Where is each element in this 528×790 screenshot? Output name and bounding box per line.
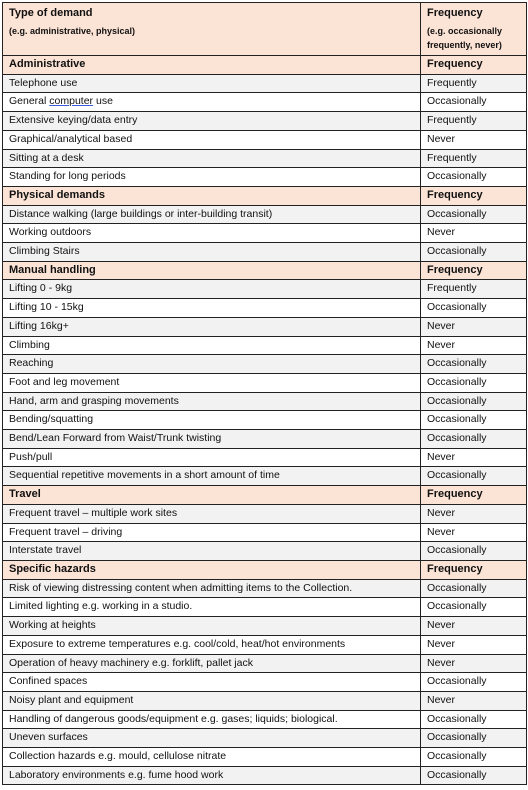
demand-cell: Push/pull	[3, 448, 421, 467]
demand-cell: Exposure to extreme temperatures e.g. cool/cold, heat/hot environments	[3, 635, 421, 654]
section-title: Specific hazards	[3, 560, 421, 579]
frequency-cell: Occasionally	[421, 766, 527, 785]
section-title: Manual handling	[3, 261, 421, 280]
table-row	[3, 112, 527, 131]
demand-cell: Noisy plant and equipment	[3, 691, 421, 710]
demand-cell: Limited lighting e.g. working in a studio.	[3, 598, 421, 617]
demand-cell: Working at heights	[3, 617, 421, 636]
frequency-cell: Frequently	[421, 280, 527, 299]
demand-cell	[3, 93, 421, 112]
table-row	[3, 654, 527, 673]
frequency-cell: Never	[421, 130, 527, 149]
table-row	[3, 93, 527, 112]
frequency-cell: Occasionally	[421, 168, 527, 187]
frequency-cell: Occasionally	[421, 392, 527, 411]
frequency-cell: Occasionally	[421, 411, 527, 430]
header-col2-subtitle: (e.g. occasionally frequently, never)	[427, 26, 503, 50]
table-row	[3, 317, 527, 336]
demand-cell: Extensive keying/data entry	[3, 112, 421, 131]
frequency-cell: Never	[421, 523, 527, 542]
frequency-cell: Occasionally	[421, 373, 527, 392]
table-row	[3, 74, 527, 93]
demand-cell: Confined spaces	[3, 673, 421, 692]
table-row	[3, 504, 527, 523]
table-row	[3, 748, 527, 767]
header-frequency	[421, 3, 527, 56]
section-frequency-label: Frequency	[421, 560, 527, 579]
frequency-cell: Occasionally	[421, 93, 527, 112]
table-row	[3, 168, 527, 187]
table-row	[3, 766, 527, 785]
table-row	[3, 523, 527, 542]
table-row	[3, 635, 527, 654]
frequency-cell: Occasionally	[421, 205, 527, 224]
header-type-of-demand	[3, 3, 421, 56]
demand-cell: Laboratory environments e.g. fume hood work	[3, 766, 421, 785]
demand-cell: Climbing	[3, 336, 421, 355]
section-frequency-label: Frequency	[421, 186, 527, 205]
table-row	[3, 299, 527, 318]
frequency-cell: Frequently	[421, 74, 527, 93]
table-row	[3, 243, 527, 262]
demand-cell: Collection hazards e.g. mould, cellulose nitrate	[3, 748, 421, 767]
header-col2-title: Frequency	[427, 7, 483, 19]
frequency-cell: Never	[421, 336, 527, 355]
table-row	[3, 411, 527, 430]
table-header-row	[3, 3, 527, 56]
demand-cell: Sitting at a desk	[3, 149, 421, 168]
header-col1-title: Type of demand	[9, 7, 93, 19]
frequency-cell: Never	[421, 317, 527, 336]
table-row	[3, 224, 527, 243]
table-row	[3, 430, 527, 449]
demand-cell: Bend/Lean Forward from Waist/Trunk twisting	[3, 430, 421, 449]
header-col1-subtitle: (e.g. administrative, physical)	[9, 26, 136, 36]
section-title: Travel	[3, 486, 421, 505]
demand-cell: Standing for long periods	[3, 168, 421, 187]
table-row	[3, 542, 527, 561]
table-row	[3, 448, 527, 467]
frequency-cell: Never	[421, 635, 527, 654]
frequency-cell: Frequently	[421, 112, 527, 131]
frequency-cell: Occasionally	[421, 598, 527, 617]
demand-cell: Risk of viewing distressing content when admitting items to the Collection.	[3, 579, 421, 598]
demand-cell: Lifting 0 - 9kg	[3, 280, 421, 299]
demand-cell: Sequential repetitive movements in a short amount of time	[3, 467, 421, 486]
demand-text-underlined: computer	[49, 95, 94, 108]
demand-cell: Operation of heavy machinery e.g. forklift, pallet jack	[3, 654, 421, 673]
demand-cell: Foot and leg movement	[3, 373, 421, 392]
section-title: Physical demands	[3, 186, 421, 205]
frequency-cell: Occasionally	[421, 430, 527, 449]
frequency-cell: Never	[421, 617, 527, 636]
demand-cell: Lifting 16kg+	[3, 317, 421, 336]
demand-cell: Uneven surfaces	[3, 729, 421, 748]
frequency-cell: Frequently	[421, 149, 527, 168]
table-row	[3, 467, 527, 486]
demand-cell: Handling of dangerous goods/equipment e.g. gases; liquids; biological.	[3, 710, 421, 729]
demand-text: use	[93, 95, 113, 108]
section-header-row	[3, 56, 527, 75]
demands-table-body	[3, 3, 527, 785]
demand-text: General	[9, 95, 50, 108]
frequency-cell: Never	[421, 448, 527, 467]
demand-cell: Hand, arm and grasping movements	[3, 392, 421, 411]
table-row	[3, 280, 527, 299]
frequency-cell: Occasionally	[421, 299, 527, 318]
table-row	[3, 205, 527, 224]
section-frequency-label: Frequency	[421, 486, 527, 505]
demand-cell: Frequent travel – driving	[3, 523, 421, 542]
table-row	[3, 392, 527, 411]
table-row	[3, 579, 527, 598]
frequency-cell: Never	[421, 224, 527, 243]
table-row	[3, 673, 527, 692]
frequency-cell: Occasionally	[421, 710, 527, 729]
table-row	[3, 729, 527, 748]
section-title: Administrative	[3, 56, 421, 75]
demand-cell: Telephone use	[3, 74, 421, 93]
table-row	[3, 130, 527, 149]
section-header-row	[3, 261, 527, 280]
frequency-cell: Occasionally	[421, 542, 527, 561]
section-frequency-label: Frequency	[421, 56, 527, 75]
section-header-row	[3, 186, 527, 205]
frequency-cell: Occasionally	[421, 243, 527, 262]
demands-table	[2, 2, 527, 785]
frequency-cell: Never	[421, 504, 527, 523]
frequency-cell: Occasionally	[421, 748, 527, 767]
table-row	[3, 149, 527, 168]
section-frequency-label: Frequency	[421, 261, 527, 280]
demand-cell: Interstate travel	[3, 542, 421, 561]
demand-cell: Working outdoors	[3, 224, 421, 243]
demand-cell: Graphical/analytical based	[3, 130, 421, 149]
frequency-cell: Occasionally	[421, 579, 527, 598]
frequency-cell: Never	[421, 691, 527, 710]
table-row	[3, 617, 527, 636]
frequency-cell: Occasionally	[421, 355, 527, 374]
table-row	[3, 598, 527, 617]
demand-cell: Bending/squatting	[3, 411, 421, 430]
demand-cell: Frequent travel – multiple work sites	[3, 504, 421, 523]
table-row	[3, 355, 527, 374]
demand-cell: Distance walking (large buildings or inter-building transit)	[3, 205, 421, 224]
frequency-cell: Occasionally	[421, 467, 527, 486]
table-row	[3, 710, 527, 729]
section-header-row	[3, 486, 527, 505]
section-header-row	[3, 560, 527, 579]
demand-cell: Lifting 10 - 15kg	[3, 299, 421, 318]
frequency-cell: Never	[421, 654, 527, 673]
demand-cell: Reaching	[3, 355, 421, 374]
demand-cell: Climbing Stairs	[3, 243, 421, 262]
frequency-cell: Occasionally	[421, 729, 527, 748]
frequency-cell: Occasionally	[421, 673, 527, 692]
table-row	[3, 373, 527, 392]
table-row	[3, 336, 527, 355]
table-row	[3, 691, 527, 710]
